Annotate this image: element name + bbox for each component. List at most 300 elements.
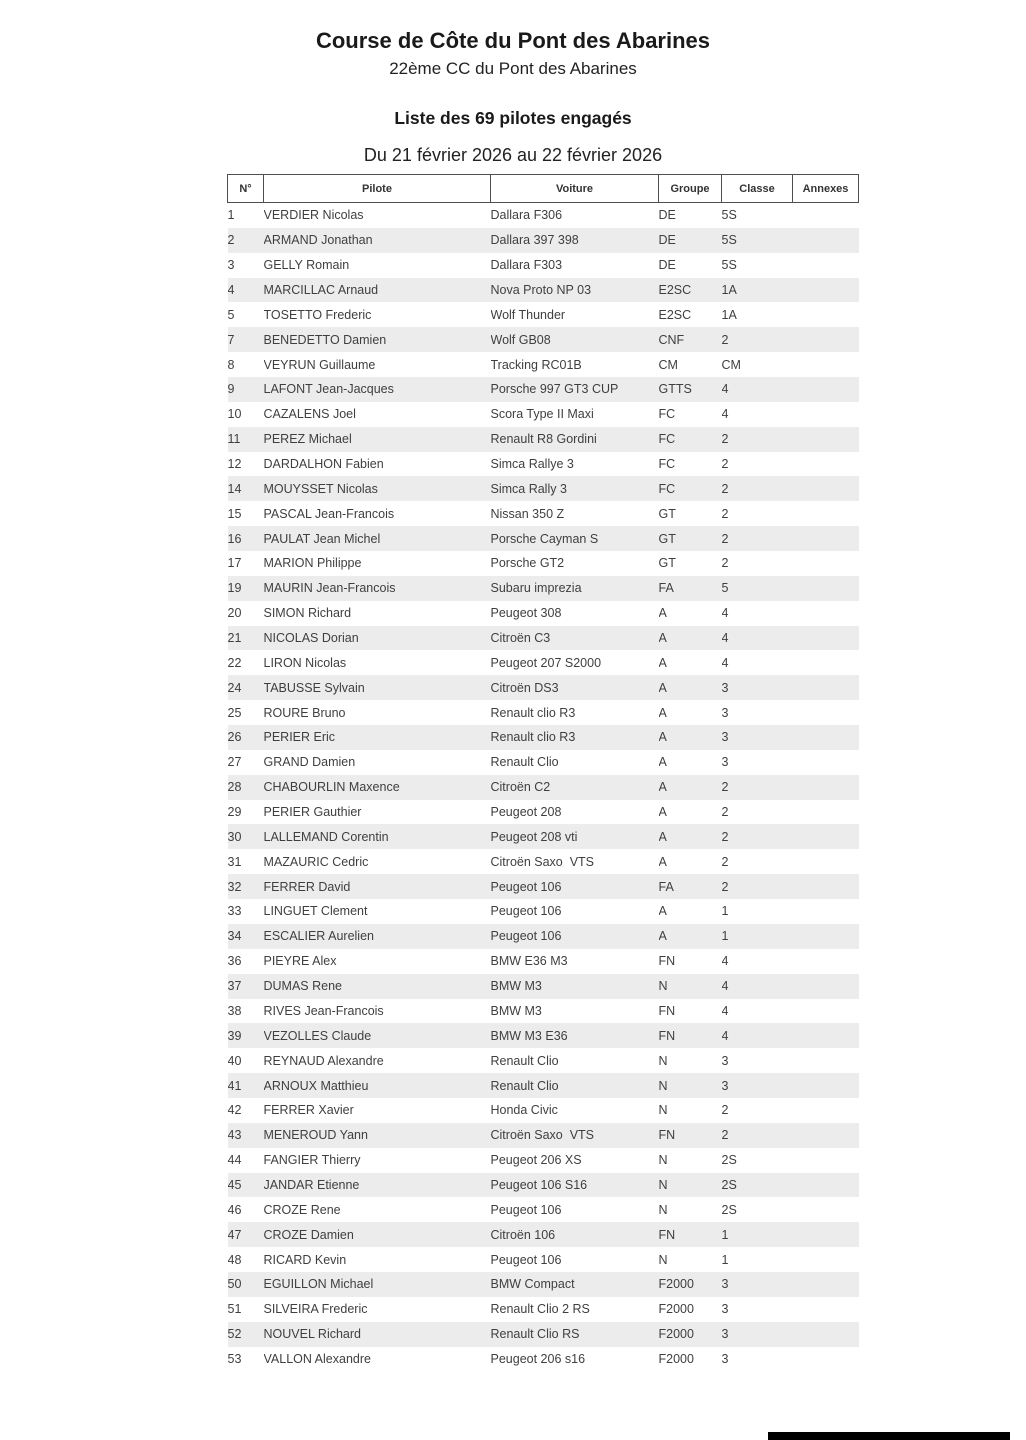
cell-num: 38 xyxy=(227,1003,242,1018)
cell-pilote: FANGIER Thierry xyxy=(263,1153,361,1168)
cell-classe: 4 xyxy=(721,655,729,670)
cell-classe: 2S xyxy=(721,1153,737,1168)
cell-voiture: Renault clio R3 xyxy=(490,730,576,745)
cell-annexes xyxy=(793,1297,859,1322)
table-row xyxy=(228,725,859,750)
table-row xyxy=(228,601,859,626)
cell-pilote: MARCILLAC Arnaud xyxy=(263,283,379,297)
table-row xyxy=(228,1247,859,1272)
cell-num: 25 xyxy=(227,705,242,720)
table-row xyxy=(228,750,859,775)
cell-groupe: F2000 xyxy=(658,1277,694,1292)
cell-num: 44 xyxy=(227,1153,242,1168)
cell-classe: 1A xyxy=(721,307,737,322)
cell-num: 29 xyxy=(227,805,242,820)
cell-annexes xyxy=(793,203,859,228)
cell-groupe: FC xyxy=(658,457,676,472)
cell-num: 12 xyxy=(227,457,242,472)
cell-voiture: Tracking RC01B xyxy=(490,357,582,372)
cell-annexes xyxy=(793,924,859,949)
cell-groupe: A xyxy=(658,929,667,944)
cell-voiture: Dallara F306 xyxy=(490,208,563,223)
cell-pilote: PAULAT Jean Michel xyxy=(263,531,381,546)
table-row xyxy=(228,452,859,477)
cell-classe: 2 xyxy=(721,854,729,869)
table-row xyxy=(228,576,859,601)
cell-groupe: DE xyxy=(658,233,676,248)
cell-num: 21 xyxy=(227,631,242,646)
cell-pilote: MOUYSSET Nicolas xyxy=(263,481,378,496)
cell-annexes xyxy=(793,576,859,601)
cell-voiture: Scora Type II Maxi xyxy=(490,407,594,422)
table-row xyxy=(228,278,859,303)
cell-voiture: Peugeot 308 xyxy=(490,606,562,621)
cell-annexes xyxy=(793,278,859,303)
cell-num: 47 xyxy=(227,1227,242,1242)
cell-num: 37 xyxy=(227,979,242,994)
cell-groupe: FN xyxy=(658,1227,676,1242)
cell-pilote: DARDALHON Fabien xyxy=(263,457,384,472)
pilots-table xyxy=(227,174,859,1371)
cell-groupe: FC xyxy=(658,481,676,496)
cell-pilote: PASCAL Jean-Francois xyxy=(263,506,395,521)
cell-voiture: Porsche Cayman S xyxy=(490,531,599,546)
table-row xyxy=(228,1023,859,1048)
cell-voiture: Citroën C2 xyxy=(490,780,551,795)
cell-groupe: N xyxy=(658,1252,668,1267)
cell-annexes xyxy=(793,874,859,899)
cell-classe: 3 xyxy=(721,1327,729,1342)
cell-voiture: Citroën Saxo VTS xyxy=(490,854,595,869)
cell-classe: 1 xyxy=(721,904,729,919)
cell-voiture: Peugeot 106 xyxy=(490,929,562,944)
cell-annexes xyxy=(793,750,859,775)
cell-pilote: ESCALIER Aurelien xyxy=(263,929,374,944)
cell-num: 16 xyxy=(227,531,242,546)
cell-annexes xyxy=(793,700,859,725)
cell-num: 17 xyxy=(227,556,242,571)
cell-voiture: Citroën 106 xyxy=(490,1227,556,1242)
table-row xyxy=(228,1123,859,1148)
cell-voiture: BMW M3 xyxy=(490,979,542,994)
table-row xyxy=(228,551,859,576)
cell-classe: 4 xyxy=(721,631,729,646)
cell-pilote: FERRER Xavier xyxy=(263,1103,354,1118)
cell-groupe: GT xyxy=(658,506,676,521)
cell-pilote: MAZAURIC Cedric xyxy=(263,854,369,869)
cell-pilote: PERIER Gauthier xyxy=(263,805,362,820)
cell-groupe: FN xyxy=(658,954,676,969)
cell-groupe: FN xyxy=(658,1003,676,1018)
cell-num: 14 xyxy=(227,481,242,496)
cell-groupe: FA xyxy=(658,879,674,894)
cell-pilote: PIEYRE Alex xyxy=(263,954,337,969)
cell-num: 48 xyxy=(227,1252,242,1267)
cell-pilote: LALLEMAND Corentin xyxy=(263,829,389,844)
table-row xyxy=(228,476,859,501)
table-row xyxy=(228,402,859,427)
cell-voiture: Peugeot 206 s16 xyxy=(490,1351,586,1366)
cell-classe: 2 xyxy=(721,531,729,546)
cell-annexes xyxy=(793,974,859,999)
cell-num: 20 xyxy=(227,606,242,621)
cell-pilote: CHABOURLIN Maxence xyxy=(263,780,400,795)
column-header-pilote: Pilote xyxy=(264,175,491,203)
cell-pilote: RIVES Jean-Francois xyxy=(263,1003,384,1018)
cell-groupe: GTTS xyxy=(658,382,692,397)
cell-groupe: N xyxy=(658,1177,668,1192)
cell-voiture: Peugeot 106 S16 xyxy=(490,1177,588,1192)
cell-pilote: EGUILLON Michael xyxy=(263,1277,374,1292)
cell-num: 43 xyxy=(227,1128,242,1143)
cell-classe: 3 xyxy=(721,680,729,695)
cell-classe: 2 xyxy=(721,556,729,571)
cell-num: 34 xyxy=(227,929,242,944)
cell-annexes xyxy=(793,1173,859,1198)
table-row xyxy=(228,1073,859,1098)
cell-classe: 3 xyxy=(721,705,729,720)
cell-classe: 5S xyxy=(721,258,737,273)
cell-classe: CM xyxy=(721,357,741,372)
cell-classe: 3 xyxy=(721,1302,729,1317)
cell-annexes xyxy=(793,949,859,974)
table-row xyxy=(228,526,859,551)
cell-groupe: N xyxy=(658,979,668,994)
table-row xyxy=(228,1347,859,1372)
cell-pilote: NICOLAS Dorian xyxy=(263,631,359,646)
cell-pilote: RICARD Kevin xyxy=(263,1252,347,1267)
header-row xyxy=(228,175,859,203)
cell-voiture: Peugeot 208 vti xyxy=(490,829,578,844)
page-title: Course de Côte du Pont des Abarines xyxy=(315,28,711,53)
cell-classe: 2 xyxy=(721,432,729,447)
table-row xyxy=(228,626,859,651)
cell-annexes xyxy=(793,626,859,651)
cell-num: 28 xyxy=(227,780,242,795)
table-row xyxy=(228,999,859,1024)
list-title: Liste des 69 pilotes engagés xyxy=(394,108,632,128)
table-row xyxy=(228,427,859,452)
cell-pilote: LINGUET Clement xyxy=(263,904,368,919)
cell-groupe: FC xyxy=(658,407,676,422)
cell-groupe: A xyxy=(658,805,667,820)
cell-annexes xyxy=(793,725,859,750)
cell-annexes xyxy=(793,352,859,377)
cell-annexes xyxy=(793,1148,859,1173)
page-subtitle: 22ème CC du Pont des Abarines xyxy=(389,59,637,78)
cell-classe: 4 xyxy=(721,407,729,422)
cell-voiture: Honda Civic xyxy=(490,1103,558,1118)
cell-annexes xyxy=(793,824,859,849)
cell-pilote: PERIER Eric xyxy=(263,730,336,745)
cell-groupe: FA xyxy=(658,581,674,596)
cell-groupe: DE xyxy=(658,208,676,223)
table-row xyxy=(228,1148,859,1173)
cell-pilote: SILVEIRA Frederic xyxy=(263,1302,368,1317)
cell-classe: 3 xyxy=(721,730,729,745)
cell-annexes xyxy=(793,1247,859,1272)
table-row xyxy=(228,203,859,228)
table-row xyxy=(228,1222,859,1247)
cell-classe: 1 xyxy=(721,1252,729,1267)
cell-classe: 4 xyxy=(721,979,729,994)
table-row xyxy=(228,1197,859,1222)
cell-num: 5 xyxy=(227,307,235,322)
cell-annexes xyxy=(793,1222,859,1247)
cell-annexes xyxy=(793,402,859,427)
cell-voiture: BMW M3 E36 xyxy=(490,1028,568,1043)
cell-num: 40 xyxy=(227,1053,242,1068)
cell-classe: 4 xyxy=(721,1003,729,1018)
cell-classe: 2 xyxy=(721,1103,729,1118)
cell-classe: 3 xyxy=(721,1053,729,1068)
cell-classe: 5S xyxy=(721,208,737,223)
cell-voiture: Simca Rally 3 xyxy=(490,481,567,496)
table-body xyxy=(228,203,859,1372)
date-range: Du 21 février 2026 au 22 février 2026 xyxy=(363,145,663,165)
table-row xyxy=(228,501,859,526)
cell-annexes xyxy=(793,452,859,477)
cell-groupe: E2SC xyxy=(658,283,692,297)
cell-voiture: Renault clio R3 xyxy=(490,705,576,720)
cell-groupe: FC xyxy=(658,432,676,447)
cell-classe: 2S xyxy=(721,1177,737,1192)
cell-voiture: Peugeot 106 xyxy=(490,1202,562,1217)
cell-classe: 2 xyxy=(721,879,729,894)
cell-voiture: Renault Clio xyxy=(490,1053,559,1068)
cell-annexes xyxy=(793,1123,859,1148)
cell-voiture: Peugeot 208 xyxy=(490,805,562,820)
column-header-voiture: Voiture xyxy=(491,175,659,203)
column-header-groupe: Groupe xyxy=(659,175,722,203)
cell-voiture: Citroën Saxo VTS xyxy=(490,1128,595,1143)
cell-pilote: TABUSSE Sylvain xyxy=(263,680,365,695)
cell-num: 15 xyxy=(227,506,242,521)
cell-pilote: VEYRUN Guillaume xyxy=(263,357,376,372)
cell-voiture: Peugeot 207 S2000 xyxy=(490,655,602,670)
cell-annexes xyxy=(793,1272,859,1297)
cell-pilote: PEREZ Michael xyxy=(263,432,352,447)
cell-groupe: N xyxy=(658,1153,668,1168)
cell-groupe: GT xyxy=(658,531,676,546)
table-row xyxy=(228,775,859,800)
cell-groupe: FN xyxy=(658,1128,676,1143)
cell-groupe: A xyxy=(658,606,667,621)
cell-voiture: Renault Clio xyxy=(490,755,559,770)
cell-pilote: MARION Philippe xyxy=(263,556,362,571)
cell-classe: 3 xyxy=(721,1277,729,1292)
cell-voiture: Subaru imprezia xyxy=(490,581,582,596)
cell-classe: 5S xyxy=(721,233,737,248)
cell-groupe: A xyxy=(658,780,667,795)
cell-annexes xyxy=(793,1098,859,1123)
cell-num: 39 xyxy=(227,1028,242,1043)
cell-voiture: Peugeot 106 xyxy=(490,879,562,894)
cell-pilote: GRAND Damien xyxy=(263,755,356,770)
column-header-annexes: Annexes xyxy=(793,175,859,203)
cell-annexes xyxy=(793,427,859,452)
cell-groupe: N xyxy=(658,1078,668,1093)
cell-annexes xyxy=(793,476,859,501)
table-row xyxy=(228,377,859,402)
cell-pilote: REYNAUD Alexandre xyxy=(263,1053,384,1068)
cell-annexes xyxy=(793,999,859,1024)
cell-voiture: Renault R8 Gordini xyxy=(490,432,597,447)
cell-voiture: Dallara 397 398 xyxy=(490,233,579,248)
cell-voiture: Renault Clio RS xyxy=(490,1327,580,1342)
cell-groupe: A xyxy=(658,829,667,844)
cell-pilote: VERDIER Nicolas xyxy=(263,208,364,223)
cell-pilote: GELLY Romain xyxy=(263,258,350,273)
cell-pilote: FERRER David xyxy=(263,879,351,894)
cell-pilote: CROZE Damien xyxy=(263,1227,354,1242)
cell-groupe: A xyxy=(658,705,667,720)
cell-classe: 3 xyxy=(721,755,729,770)
cell-annexes xyxy=(793,551,859,576)
cell-annexes xyxy=(793,1048,859,1073)
cell-num: 52 xyxy=(227,1327,242,1342)
cell-voiture: Renault Clio 2 RS xyxy=(490,1302,590,1317)
cell-pilote: ARMAND Jonathan xyxy=(263,233,373,248)
cell-num: 31 xyxy=(227,854,242,869)
cell-annexes xyxy=(793,601,859,626)
cell-classe: 4 xyxy=(721,382,729,397)
cell-voiture: BMW E36 M3 xyxy=(490,954,568,969)
cell-num: 51 xyxy=(227,1302,242,1317)
cell-groupe: A xyxy=(658,904,667,919)
cell-classe: 1 xyxy=(721,1227,729,1242)
cell-voiture: Nova Proto NP 03 xyxy=(490,283,592,297)
cell-voiture: Simca Rallye 3 xyxy=(490,457,574,472)
cell-voiture: Peugeot 206 XS xyxy=(490,1153,582,1168)
cell-groupe: CNF xyxy=(658,332,685,347)
cell-classe: 2 xyxy=(721,780,729,795)
cell-num: 30 xyxy=(227,829,242,844)
cell-annexes xyxy=(793,377,859,402)
table-row xyxy=(228,949,859,974)
cell-pilote: LAFONT Jean-Jacques xyxy=(263,382,394,397)
cell-groupe: DE xyxy=(658,258,676,273)
cell-annexes xyxy=(793,675,859,700)
table-row xyxy=(228,700,859,725)
table-row xyxy=(228,675,859,700)
cell-pilote: JANDAR Etienne xyxy=(263,1177,360,1192)
cell-voiture: BMW M3 xyxy=(490,1003,542,1018)
cell-classe: 2 xyxy=(721,506,729,521)
cell-annexes xyxy=(793,1197,859,1222)
cell-classe: 3 xyxy=(721,1351,729,1366)
cell-num: 11 xyxy=(227,432,241,447)
cell-groupe: F2000 xyxy=(658,1302,694,1317)
cell-num: 10 xyxy=(227,407,242,422)
cell-classe: 4 xyxy=(721,606,729,621)
cell-num: 9 xyxy=(227,382,235,397)
cell-pilote: TOSETTO Frederic xyxy=(263,307,372,322)
cell-groupe: F2000 xyxy=(658,1327,694,1342)
table-row xyxy=(228,352,859,377)
cell-classe: 3 xyxy=(721,1078,729,1093)
table-row xyxy=(228,824,859,849)
table-header xyxy=(228,175,859,203)
cell-num: 53 xyxy=(227,1351,242,1366)
cell-classe: 2S xyxy=(721,1202,737,1217)
column-header-classe: Classe xyxy=(722,175,793,203)
cell-num: 45 xyxy=(227,1177,242,1192)
table-row xyxy=(228,1272,859,1297)
cell-annexes xyxy=(793,775,859,800)
cell-groupe: N xyxy=(658,1103,668,1118)
cell-classe: 5 xyxy=(721,581,729,596)
cell-groupe: A xyxy=(658,631,667,646)
cell-classe: 2 xyxy=(721,457,729,472)
column-header-num: N° xyxy=(228,175,264,203)
cell-voiture: Wolf GB08 xyxy=(490,332,551,347)
table-row xyxy=(228,1098,859,1123)
cell-num: 3 xyxy=(227,258,235,273)
cell-annexes xyxy=(793,327,859,352)
cell-annexes xyxy=(793,800,859,825)
cell-voiture: Dallara F303 xyxy=(490,258,563,273)
cell-groupe: A xyxy=(658,854,667,869)
cell-pilote: MAURIN Jean-Francois xyxy=(263,581,396,596)
cell-pilote: NOUVEL Richard xyxy=(263,1327,361,1342)
cell-pilote: LIRON Nicolas xyxy=(263,655,347,670)
cell-num: 19 xyxy=(227,581,242,596)
cell-classe: 2 xyxy=(721,1128,729,1143)
cell-annexes xyxy=(793,1322,859,1347)
cell-groupe: F2000 xyxy=(658,1351,694,1366)
cell-voiture: Citroën C3 xyxy=(490,631,551,646)
cell-pilote: CROZE Rene xyxy=(263,1202,341,1217)
cell-annexes xyxy=(793,1347,859,1372)
cell-num: 42 xyxy=(227,1103,242,1118)
cell-voiture: Renault Clio xyxy=(490,1078,559,1093)
cell-num: 36 xyxy=(227,954,242,969)
cell-num: 22 xyxy=(227,655,242,670)
cell-annexes xyxy=(793,1073,859,1098)
cell-classe: 1A xyxy=(721,283,737,297)
cell-pilote: DUMAS Rene xyxy=(263,979,342,994)
cell-num: 41 xyxy=(227,1078,242,1093)
cell-pilote: VEZOLLES Claude xyxy=(263,1028,372,1043)
cell-groupe: A xyxy=(658,680,667,695)
cell-num: 7 xyxy=(227,332,235,347)
cell-annexes xyxy=(793,228,859,253)
cell-groupe: A xyxy=(658,755,667,770)
cell-num: 2 xyxy=(227,233,235,248)
cell-num: 46 xyxy=(227,1202,242,1217)
cell-num: 1 xyxy=(227,208,235,223)
cell-voiture: Peugeot 106 xyxy=(490,1252,562,1267)
cell-classe: 2 xyxy=(721,829,729,844)
cell-pilote: BENEDETTO Damien xyxy=(263,332,387,347)
table-row xyxy=(228,924,859,949)
table-row xyxy=(228,1048,859,1073)
cell-groupe: CM xyxy=(658,357,678,372)
table-row xyxy=(228,974,859,999)
cell-groupe: E2SC xyxy=(658,307,692,322)
cell-num: 4 xyxy=(227,283,235,297)
cell-annexes xyxy=(793,849,859,874)
cell-voiture: Porsche 997 GT3 CUP xyxy=(490,382,619,397)
cell-voiture: Wolf Thunder xyxy=(490,307,566,322)
cell-classe: 2 xyxy=(721,332,729,347)
bottom-black-bar xyxy=(768,1432,1010,1440)
cell-annexes xyxy=(793,899,859,924)
cell-pilote: MENEROUD Yann xyxy=(263,1128,368,1143)
table-row xyxy=(228,1322,859,1347)
cell-classe: 2 xyxy=(721,805,729,820)
